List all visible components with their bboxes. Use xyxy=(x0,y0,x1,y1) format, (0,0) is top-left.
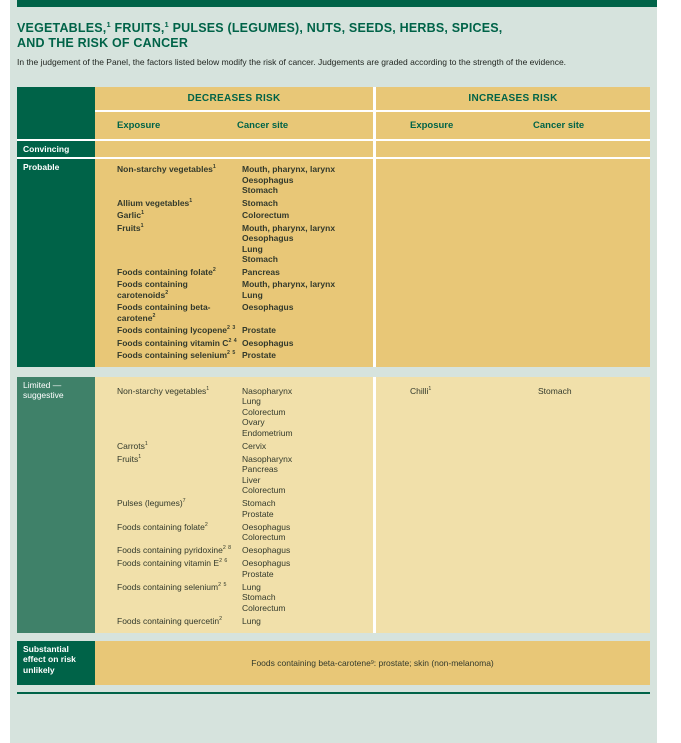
page-panel xyxy=(10,0,657,743)
section-substantial-effect-unlikely xyxy=(17,641,650,685)
exposure-row xyxy=(117,279,371,300)
cancer-site-cell: Prostate xyxy=(242,325,277,335)
column-headers-increases xyxy=(376,112,650,139)
evidence-matrix-table xyxy=(17,87,650,694)
column-header-exposure-increases: Exposure xyxy=(410,120,454,131)
exposure-row xyxy=(117,522,371,543)
exposure-cell: Foods containing selenium$^2$ $^5$ xyxy=(117,581,227,592)
exposure-cell: Foods containing vitamin $C^2$ $^4$ xyxy=(117,337,237,348)
cancer-site-cell: Cervix xyxy=(242,440,267,451)
exposure-cell: Foods containing quercetin$^2$ xyxy=(117,615,223,626)
exposure-cell: Fruits$^1$ xyxy=(117,222,144,233)
column-headers-decreases xyxy=(95,112,373,139)
cancer-site-cell: Oesophagus xyxy=(242,337,294,348)
column-header-row xyxy=(95,112,650,139)
intro-text: In the judgement of the Panel, the factors listed below modify the risk of cancer. Judgements are graded according to the strength of the evidence. xyxy=(17,57,567,67)
cancer-site-cell: Nasopharynx Pancreas Liver Colorectum xyxy=(242,453,293,495)
cancer-site-cell: Nasopharynx Lung Colorectum Ovary Endometrium xyxy=(242,385,293,438)
column-header-cancer-site-increases: Cancer site xyxy=(533,120,585,131)
exposure-row xyxy=(117,164,371,196)
section-label-convincing: Convincing xyxy=(17,141,95,157)
exposure-row xyxy=(117,386,371,439)
section-convincing xyxy=(17,141,650,159)
table-header-columns xyxy=(95,87,650,139)
exposure-cell: Chilli$^1$ xyxy=(410,385,432,396)
bottom-rule xyxy=(17,692,650,694)
cancer-site-cell: Mouth, pharynx, larynx Lung xyxy=(242,279,336,300)
exposure-row xyxy=(117,267,371,278)
cancer-site-cell: Oesophagus Colorectum xyxy=(242,521,291,542)
cancer-site-cell: Stomach xyxy=(538,385,572,396)
section-label-probable: Probable xyxy=(17,159,95,367)
probable-decreases-cell xyxy=(95,159,373,367)
exposure-row xyxy=(117,338,371,349)
probable-increases-cell xyxy=(376,159,650,367)
column-header-cancer-site-decreases: Cancer site xyxy=(237,120,289,131)
exposure-row xyxy=(117,558,371,579)
exposure-cell: Garlic$^1$ xyxy=(117,210,145,220)
exposure-row xyxy=(410,386,648,397)
exposure-row xyxy=(117,545,371,556)
exposure-row xyxy=(117,223,371,265)
exposure-cell: Foods containing beta-carotene$^2$ xyxy=(117,302,211,323)
column-group-increases-risk: INCREASES RISK xyxy=(376,87,650,110)
exposure-cell: Allium vegetables$^1$ xyxy=(117,197,193,208)
cancer-site-cell: Mouth, pharynx, larynx Oesophagus Stomach xyxy=(242,164,336,195)
exposure-cell: Pulses (legumes)$^7$ xyxy=(117,498,186,508)
exposure-cell: Non-starchy vegetables$^1$ xyxy=(117,164,216,174)
convincing-increases-cell xyxy=(376,141,650,157)
exposure-cell: Foods containing lycopene$^2$ $^3$ xyxy=(117,325,236,335)
exposure-row xyxy=(117,198,371,209)
exposure-row xyxy=(117,616,371,627)
exposure-row xyxy=(117,498,371,519)
column-group-row xyxy=(95,87,650,112)
exposure-cell: Non-starchy vegetables$^1$ xyxy=(117,385,210,396)
header-corner-cell xyxy=(17,87,95,139)
exposure-row xyxy=(117,454,371,496)
section-label-limited-suggestive: Limited — suggestive xyxy=(17,377,95,633)
cancer-site-cell: Mouth, pharynx, larynx Oesophagus Lung Stomach xyxy=(242,222,336,264)
section-probable xyxy=(17,159,650,367)
cancer-site-cell: Oesophagus xyxy=(242,302,294,312)
exposure-cell: Foods containing pyridoxine$^2$ $^8$ xyxy=(117,545,232,555)
section-limited-suggestive xyxy=(17,377,650,633)
section-gap xyxy=(17,367,650,377)
column-header-exposure-decreases: Exposure xyxy=(117,120,161,131)
cancer-site-cell: Lung Stomach Colorectum xyxy=(242,581,286,613)
exposure-cell: Foods containing carotenoids$^2$ xyxy=(117,279,188,300)
section-gap xyxy=(17,633,650,641)
exposure-cell: Foods containing vitamin $E^2$ $^6$ xyxy=(117,558,228,568)
cancer-site-cell: Stomach Prostate xyxy=(242,498,276,519)
exposure-cell: Foods containing selenium$^2$ $^5$ xyxy=(117,350,236,360)
exposure-row xyxy=(117,302,371,323)
cancer-site-cell: Pancreas xyxy=(242,266,280,277)
exposure-row xyxy=(117,325,371,336)
exposure-row xyxy=(117,210,371,221)
column-group-decreases-risk: DECREASES RISK xyxy=(95,87,373,110)
exposure-row xyxy=(117,582,371,614)
limited-increases-cell xyxy=(376,377,650,633)
substantial-effect-cell: Foods containing beta-carotene 9 : prostate; skin (non-melanoma) xyxy=(95,641,650,685)
limited-decreases-cell xyxy=(95,377,373,633)
table-header xyxy=(17,87,650,141)
cancer-site-cell: Lung xyxy=(242,615,261,626)
exposure-cell: Foods containing folate$^2$ xyxy=(117,521,208,532)
exposure-row xyxy=(117,350,371,361)
exposure-row xyxy=(117,441,371,452)
cancer-site-cell: Oesophagus xyxy=(242,545,291,555)
convincing-decreases-cell xyxy=(95,141,373,157)
exposure-cell: Carrots$^1$ xyxy=(117,440,148,451)
exposure-cell: Fruits$^1$ xyxy=(117,453,142,464)
exposure-cell: Foods containing folate$^2$ xyxy=(117,266,216,277)
cancer-site-cell: Prostate xyxy=(242,350,277,360)
cancer-site-cell: Stomach xyxy=(242,197,278,208)
cancer-site-cell: Oesophagus Prostate xyxy=(242,558,291,579)
top-accent-bar xyxy=(17,0,657,7)
section-label-substantial-effect-unlikely: Substantial effect on risk unlikely xyxy=(17,641,95,685)
page-title: VEGETABLES,$^1$ FRUITS,$^1$ PULSES (LEGUMES), NUTS, SEEDS, HERBS, SPICES, AND THE RISK OF CANCER xyxy=(17,19,503,50)
cancer-site-cell: Colorectum xyxy=(242,210,290,220)
